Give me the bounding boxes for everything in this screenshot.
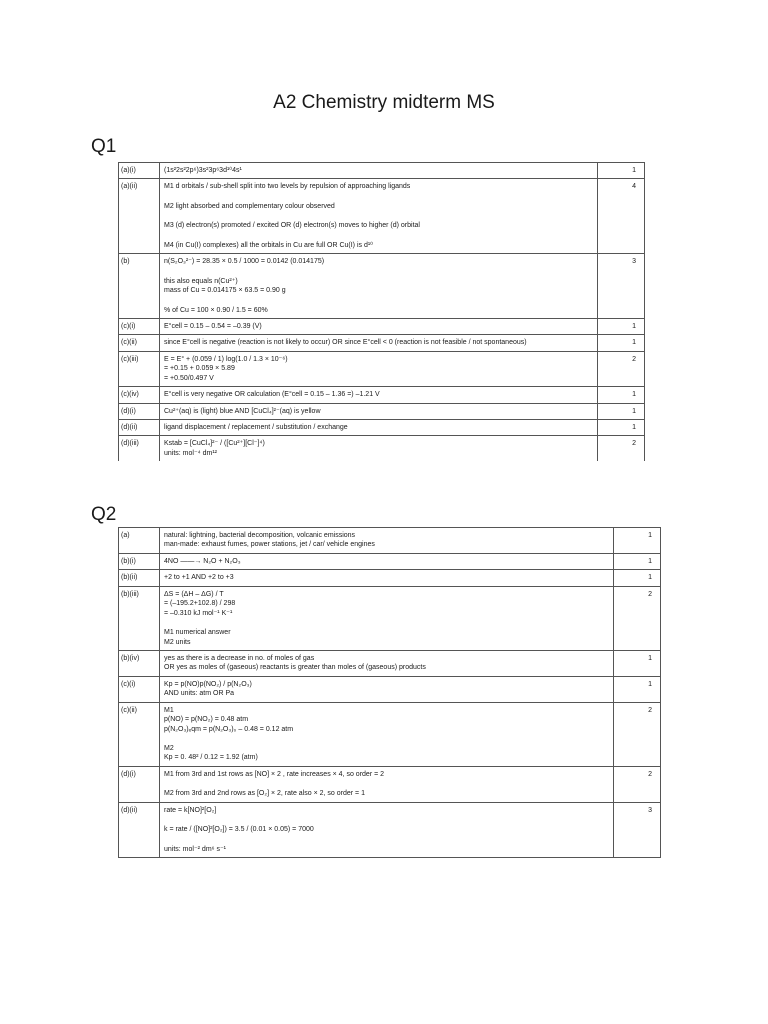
answer-line: AND units: atm OR Pa — [164, 690, 235, 698]
answer-cell — [160, 420, 598, 436]
answer-line: rate = k[NO]²[O₂] — [164, 806, 217, 814]
question-part-label: (b)(i) — [119, 553, 160, 569]
answer-cell — [160, 802, 614, 857]
question-part-label: (d)(ii) — [119, 802, 160, 857]
answer-cell — [160, 650, 614, 676]
page-title: A2 Chemistry midterm MS — [273, 92, 495, 113]
answer-line: = (–195.2+102.8) / 298 — [164, 600, 236, 608]
answer-cell — [160, 702, 614, 766]
question-part-label: (b) — [119, 254, 160, 319]
marks-cell: 1 — [598, 403, 645, 419]
mark-scheme-row — [119, 254, 645, 319]
mark-scheme-row — [119, 676, 661, 702]
question-2-heading: Q2 — [91, 504, 117, 525]
mark-scheme-row — [119, 586, 661, 650]
answer-line: = +0.50/0.497 V — [164, 374, 214, 382]
marks-cell: 2 — [614, 766, 661, 802]
question-part-label: (d)(i) — [119, 766, 160, 802]
mark-scheme-row — [119, 650, 661, 676]
question-part-label: (d)(i) — [119, 403, 160, 419]
question-1-heading: Q1 — [91, 136, 117, 157]
answer-line — [164, 835, 609, 845]
marks-cell: 1 — [614, 553, 661, 569]
answer-line: units: mol⁻² dm⁶ s⁻¹ — [164, 845, 227, 853]
question-part-label: (a)(ii) — [119, 179, 160, 254]
answer-cell — [160, 766, 614, 802]
answer-line: this also equals n(Cu²⁺) — [164, 277, 238, 285]
question-part-label: (c)(iii) — [119, 351, 160, 386]
answer-line: M1 from 3rd and 1st rows as [NO] × 2 , rate increases × 4, so order = 2 — [164, 770, 385, 778]
answer-line: E = E° + (0.059 / 1) log(1.0 / 1.3 × 10⁻⁶) — [164, 355, 288, 363]
answer-line: ligand displacement / replacement / substitution / exchange — [164, 424, 348, 431]
answer-line: 4NO ——→ N₂O + N₂O₃ — [164, 557, 241, 565]
marks-cell: 1 — [598, 420, 645, 436]
question-1-mark-scheme-table — [118, 162, 645, 461]
answer-line: units: mol⁻⁴ dm¹² — [164, 449, 217, 457]
answer-line: M1 d orbitals / sub-shell split into two levels by repulsion of approaching ligands — [164, 183, 411, 191]
answer-cell — [160, 553, 614, 569]
question-part-label: (b)(iv) — [119, 650, 160, 676]
question-part-label: (b)(iii) — [119, 586, 160, 650]
answer-line: p(N₂O₃)ₑqm = p(N₂O₃)₀ – 0.48 = 0.12 atm — [164, 725, 294, 733]
mark-scheme-row — [119, 387, 645, 403]
mark-scheme-row — [119, 351, 645, 386]
question-2-mark-scheme-table — [118, 527, 661, 858]
question-part-label: (c)(iv) — [119, 387, 160, 403]
mark-scheme-row — [119, 403, 645, 419]
answer-line: M2 from 3rd and 2nd rows as [O₂] × 2, rate also × 2, so order = 1 — [164, 790, 365, 798]
answer-cell — [160, 586, 614, 650]
answer-line: E°cell is very negative OR calculation (E°cell = 0.15 – 1.36 =) –1.21 V — [164, 391, 380, 399]
marks-cell: 1 — [598, 387, 645, 403]
marks-cell: 1 — [598, 163, 645, 179]
marks-cell: 3 — [614, 802, 661, 857]
answer-line: (1s²2s²2p⁶)3s²3p⁶3d¹⁰4s¹ — [164, 167, 242, 174]
marks-cell: 1 — [598, 318, 645, 334]
answer-line: yes as there is a decrease in no. of moles of gas — [164, 654, 315, 662]
answer-cell — [160, 436, 598, 461]
marks-cell: 1 — [614, 650, 661, 676]
mark-scheme-row — [119, 179, 645, 254]
answer-line — [164, 815, 609, 825]
answer-line — [164, 267, 593, 277]
answer-cell — [160, 351, 598, 386]
answer-cell — [160, 163, 598, 179]
answer-line: OR yes as moles of (gaseous) reactants is greater than moles of (gaseous) products — [164, 664, 426, 672]
answer-line: n(S₂O₃²⁻) = 28.35 × 0.5 / 1000 = 0.0142 (0.014175) — [164, 258, 325, 266]
answer-line — [164, 734, 609, 744]
answer-line: Kstab = [CuCl₄]²⁻ / ([Cu²⁺][Cl⁻]⁴) — [164, 440, 265, 448]
marks-cell: 3 — [598, 254, 645, 319]
answer-line: natural: lightning, bacterial decomposition, volcanic emissions — [164, 532, 356, 539]
answer-line: M2 light absorbed and complementary colour observed — [164, 202, 335, 210]
answer-line: M1 numerical answer — [164, 629, 231, 637]
answer-line: mass of Cu = 0.014175 × 63.5 = 0.90 g — [164, 287, 286, 295]
answer-cell — [160, 676, 614, 702]
answer-cell — [160, 403, 598, 419]
answer-line: Cu²⁺(aq) is (light) blue AND [CuCl₄]²⁻(aq) is yellow — [164, 407, 321, 415]
question-part-label: (b)(ii) — [119, 570, 160, 586]
mark-scheme-row — [119, 802, 661, 857]
answer-cell — [160, 254, 598, 319]
question-part-label: (c)(ii) — [119, 702, 160, 766]
answer-line — [164, 231, 593, 241]
answer-line: since E°cell is negative (reaction is not likely to occur) OR since E°cell < 0 (reaction is not feasible / not spontaneous) — [164, 339, 527, 347]
answer-line: ΔS = (ΔH – ΔG) / T — [164, 590, 224, 598]
answer-line: M2 units — [164, 638, 191, 646]
marks-cell: 2 — [598, 351, 645, 386]
mark-scheme-row — [119, 570, 661, 586]
question-part-label: (a)(i) — [119, 163, 160, 179]
answer-line: M2 — [164, 745, 174, 752]
marks-cell: 2 — [614, 702, 661, 766]
answer-line: man-made: exhaust fumes, power stations, jet / car/ vehicle engines — [164, 541, 375, 549]
mark-scheme-row — [119, 528, 661, 554]
answer-line: % of Cu = 100 × 0.90 / 1.5 = 60% — [164, 306, 268, 314]
question-part-label: (c)(i) — [119, 676, 160, 702]
answer-line — [164, 618, 609, 628]
marks-cell: 4 — [598, 179, 645, 254]
question-part-label: (a) — [119, 528, 160, 554]
answer-line: Kp = p(NO)p(NO₂) / p(N₂O₃) — [164, 680, 252, 688]
mark-scheme-row — [119, 163, 645, 179]
answer-line: = –0.310 kJ mol⁻¹ K⁻¹ — [164, 609, 233, 617]
answer-cell — [160, 528, 614, 554]
answer-line: p(NO) = p(NO₂) = 0.48 atm — [164, 716, 249, 724]
marks-cell: 2 — [614, 586, 661, 650]
answer-line — [164, 296, 593, 306]
answer-line: M1 — [164, 706, 174, 714]
question-part-label: (c)(i) — [119, 318, 160, 334]
answer-cell — [160, 387, 598, 403]
mark-scheme-row — [119, 420, 645, 436]
question-part-label: (d)(ii) — [119, 420, 160, 436]
answer-cell — [160, 179, 598, 254]
marks-cell: 2 — [598, 436, 645, 461]
mark-scheme-row — [119, 436, 645, 461]
answer-line: Kp = 0. 48² / 0.12 = 1.92 (atm) — [164, 754, 258, 762]
answer-line: = +0.15 + 0.059 × 5.89 — [164, 365, 235, 373]
marks-cell: 1 — [614, 676, 661, 702]
mark-scheme-row — [119, 335, 645, 351]
answer-line: +2 to +1 AND +2 to +3 — [164, 574, 234, 582]
mark-scheme-row — [119, 318, 645, 334]
question-part-label: (d)(iii) — [119, 436, 160, 461]
answer-cell — [160, 570, 614, 586]
answer-line: k = rate / ([NO]²[O₂]) = 3.5 / (0.01 × 0.05) = 7000 — [164, 826, 314, 834]
marks-cell: 1 — [614, 528, 661, 554]
answer-line — [164, 779, 609, 789]
answer-cell — [160, 335, 598, 351]
answer-cell — [160, 318, 598, 334]
marks-cell: 1 — [598, 335, 645, 351]
answer-line: M3 (d) electron(s) promoted / excited OR (d) electron(s) moves to higher (d) orbital — [164, 222, 420, 230]
mark-scheme-row — [119, 553, 661, 569]
question-part-label: (c)(ii) — [119, 335, 160, 351]
marks-cell: 1 — [614, 570, 661, 586]
answer-line — [164, 211, 593, 221]
mark-scheme-row — [119, 702, 661, 766]
answer-line — [164, 192, 593, 202]
answer-line: E°cell = 0.15 – 0.54 = –0.39 (V) — [164, 322, 262, 330]
answer-line: M4 (in Cu(I) complexes) all the orbitals in Cu are full OR Cu(I) is d¹⁰ — [164, 241, 373, 249]
mark-scheme-row — [119, 766, 661, 802]
